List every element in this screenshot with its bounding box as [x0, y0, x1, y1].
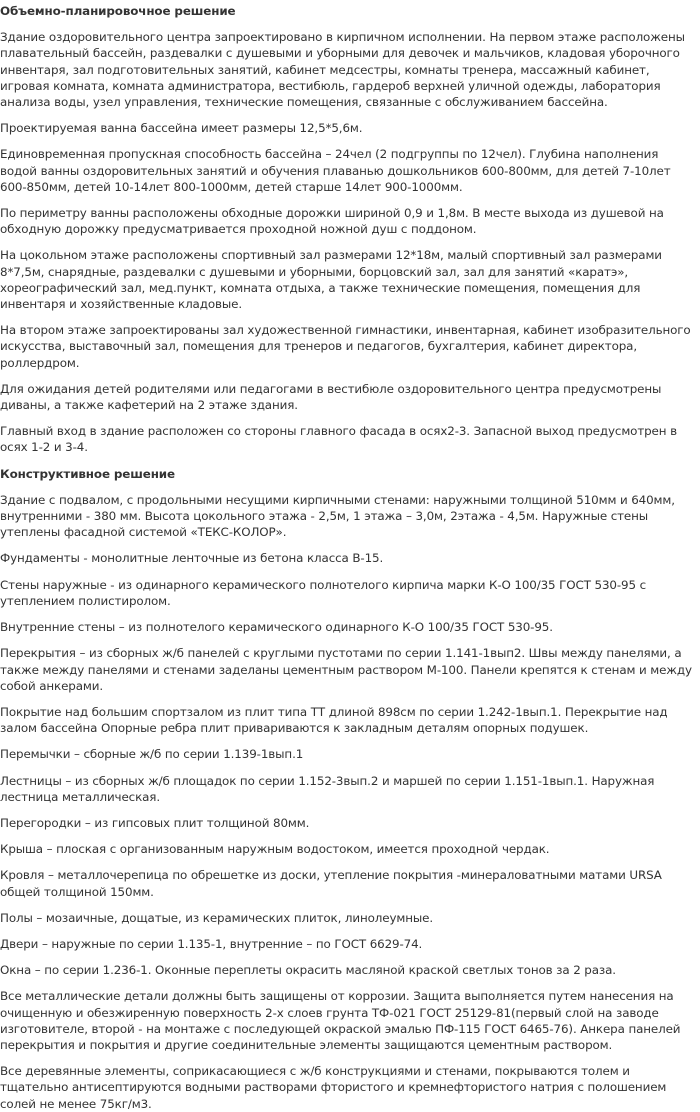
paragraph: Проектируемая ванна бассейна имеет размеры 12,5*5,6м. [0, 121, 363, 136]
paragraph: На цокольном этаже расположены спортивный зал размерами 12*18м, малый спортивный зал размерами 8*7,5м, снарядные, раздевалки с душевыми и уборными, борцовский зал, зал для занятий «каратэ», хореографический зал, мед.пункт, комната отдыха, а также технические помещения, помещения для инвентаря и хозяйственные кладовые. [0, 248, 662, 312]
paragraph: Единовременная пропускная способность бассейна – 24чел (2 подгруппы по 12чел). Глубина наполнения водой ванны оздоровительных занятий и обучения плаванью дошкольников 600-800мм, для детей 7-10лет 600-850мм, детей 10-14лет 800-1000мм, детей старше 14лет 900-1000мм. [0, 147, 671, 194]
paragraph: Перегородки – из гипсовых плит толщиной 80мм. [0, 815, 310, 830]
paragraph: На втором этаже запроектированы зал художественной гимнастики, инвентарная, кабинет изобразительного искусства, выставочный зал, помещения для тренеров и педагогов, бухгалтерия, кабинет директора, роллердром. [0, 323, 691, 370]
paragraph: Здание с подвалом, с продольными несущими кирпичными стенами: наружными толщиной 510мм и 640мм, внутренними - 380 мм. Высота цокольного этажа - 2,5м, 1 этажа – 3,0м, 2этажа - 4,5м. Наружные стены утеплены фасадной системой «ТЕКС-КОЛОР». [0, 492, 675, 540]
paragraph: Перемычки – сборные ж/б по серии 1.139-1вып.1 [0, 747, 304, 762]
paragraph: Лестницы – из сборных ж/б площадок по серии 1.152-3вып.2 и маршей по серии 1.151-1вып.1. Наружная лестница металлическая. [0, 773, 655, 804]
paragraph: Для ожидания детей родителями или педагогами в вестибюле оздоровительного центра предусмотрены диваны, а также кафетерий на 2 этаже здания. [0, 381, 662, 413]
paragraph: Кровля – металлочерепица по обрешетке из доски, утепление покрытия -минераловатными матами URSA общей толщиной 150мм. [0, 868, 662, 899]
paragraph: Двери – наружные по серии 1.135-1, внутренние – по ГОСТ 6629-74. [0, 936, 423, 951]
section-heading-construction: Конструктивное решение [0, 466, 175, 481]
paragraph: Покрытие над большим спортзалом из плит типа ТТ длиной 898см по серии 1.242-1вып.1. Перекрытие над залом бассейна Опорные ребра плит привариваются к закладным деталям опорных подушек. [0, 704, 668, 736]
paragraph: Главный вход в здание расположен со стороны главного фасада в осях2-3. Запасной выход предусмотрен в осях 1-2 и 3-4. [0, 424, 677, 455]
paragraph: Перекрытия – из сборных ж/б панелей с круглыми пустотами по серии 1.141-1вып2. Швы между панелями, а также между панелями и стенами заделаны цементным раствором М-100. Панели крепятся к стенам и между собой анкерами. [0, 646, 692, 693]
paragraph: Внутренние стены – из полнотелого керамического одинарного К-О 100/35 ГОСТ 530-95. [0, 620, 553, 635]
paragraph: Здание оздоровительного центра запроектировано в кирпичном исполнении. На первом этаже расположены плавательный бассейн, раздевалки с душевыми и уборными для девочек и мальчиков, кладовая уборочного инвентаря, зал подготовительных занятий, кабинет медсестры, комнаты тренера, массажный кабинет, игровая комната, комната администратора, вестибюль, гардероб верхней уличной одежды, лаборатория анализа воды, узел управления, технические помещения, связанные с обслуживанием бассейна. [0, 30, 685, 110]
paragraph: Крыша – плоская с организованным наружным водостоком, имеется проходной чердак. [0, 842, 550, 857]
paragraph: По периметру ванны расположены обходные дорожки шириной 0,9 и 1,8м. В месте выхода из душевой на обходную дорожку предусматривается проходной ножной душ с поддоном. [0, 206, 664, 237]
paragraph: Фундаменты - монолитные ленточные из бетона класса В-15. [0, 551, 384, 566]
section-heading-planning: Объемно-планировочное решение [0, 4, 236, 18]
paragraph: Все металлические детали должны быть защищены от коррозии. Защита выполняется путем нанесения на очищенную и обезжиренную поверхность 2-х слоев грунта ТФ-021 ГОСТ 25129-81(первый слой на заводе изготовителе, второй - на монтаже с последующей окраской эмалью ПФ-115 ГОСТ 6465-76). Анкера панелей перекрытия и покрытия и другие соединительные элементы защищаются цементным раствором. [0, 989, 681, 1052]
paragraph: Стены наружные - из одинарного керамического полнотелого кирпича марки К-О 100/35 ГОСТ 530-95 с утеплением полистиролом. [0, 577, 646, 608]
paragraph: Все деревянные элементы, соприкасающиеся с ж/б конструкциями и стенами, покрываются толем и тщательно антисептируются водными растворами фтористого и кремнефтористого натрия с полошением солей не менее 75кг/м3. [0, 1064, 667, 1111]
paragraph: Полы – мозаичные, дощатые, из керамических плиток, линолеумные. [0, 910, 434, 925]
paragraph: Окна – по серии 1.236-1. Оконные переплеты окрасить масляной краской светлых тонов за 2 раза. [0, 963, 616, 978]
